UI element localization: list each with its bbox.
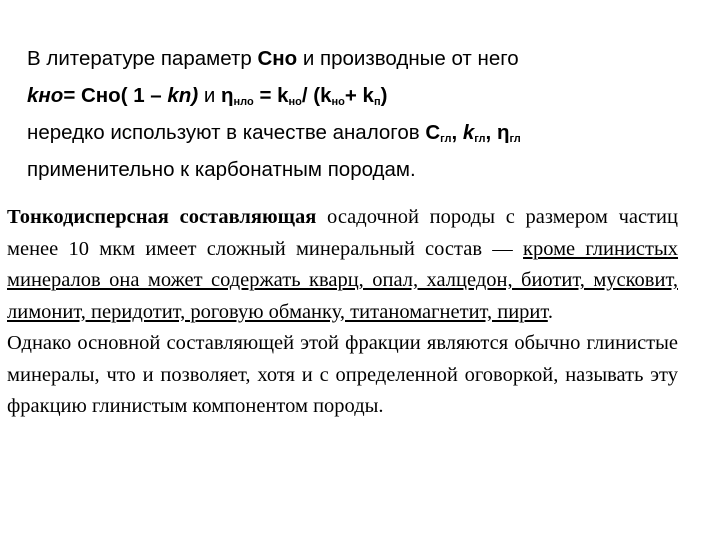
formula-k: kно <box>27 84 64 107</box>
intro-line1-prefix: В литературе параметр <box>27 47 258 70</box>
intro-line-3 <box>27 114 697 151</box>
intro-line1-suffix: и производные от него <box>297 47 519 70</box>
formula-eta: η <box>221 84 234 107</box>
paragraph-1 <box>7 202 678 328</box>
analog-k-sub: гл <box>474 133 486 145</box>
paragraph-2: Однако основной составляющей этой фракции являются обычно глинистые минералы, что и позволяет, хотя и с определенной оговоркой, называть эту фракцию глинистым компонентом породы. <box>7 332 678 417</box>
intro-line-2 <box>27 77 697 114</box>
intro-line3-text: нередко используют в качестве аналогов <box>27 121 426 144</box>
intro-block <box>27 40 697 188</box>
mineral-list: кроме глинистых минералов она может содержать кварц, опал, халцедон, биотит, мусковит, лимонит, перидотит, роговую обманку, титаномагнетит, пирит <box>7 237 679 323</box>
analog-comma-2: , <box>485 121 497 144</box>
formula-sub-no1: но <box>288 96 302 108</box>
analog-eta-sub: гл <box>509 133 521 145</box>
formula-close: ) <box>380 84 388 107</box>
analog-c: C <box>425 121 441 144</box>
param-cno: Cно <box>257 47 298 70</box>
analog-eta: η <box>496 121 510 144</box>
formula-eta-sub: нло <box>233 96 254 108</box>
formula-div: / (k <box>301 84 332 107</box>
analog-comma-1: , <box>451 121 463 144</box>
paragraph-1-end: . <box>547 300 553 323</box>
analog-c-sub: гл <box>440 133 452 145</box>
paragraph-1-text: осадочной породы с размером частиц менее 10 мкм имеет сложный минеральный состав — <box>7 206 678 260</box>
formula-kn: kn) <box>167 84 199 107</box>
intro-line-4: применительно к карбонатным породам. <box>27 158 416 181</box>
formula-eq2: = k <box>253 84 289 107</box>
intro-line-1 <box>27 40 697 77</box>
main-text <box>7 202 678 423</box>
formula-sub-no2: но <box>331 96 345 108</box>
term-fine-fraction: Тонкодисперсная составляющая <box>7 206 317 228</box>
analog-k: k <box>462 121 475 144</box>
formula-plus: + k <box>344 84 374 107</box>
formula-and: и <box>198 84 221 107</box>
formula-sub-p: п <box>373 96 381 108</box>
formula-eq: = Cно( 1 – <box>63 84 168 107</box>
